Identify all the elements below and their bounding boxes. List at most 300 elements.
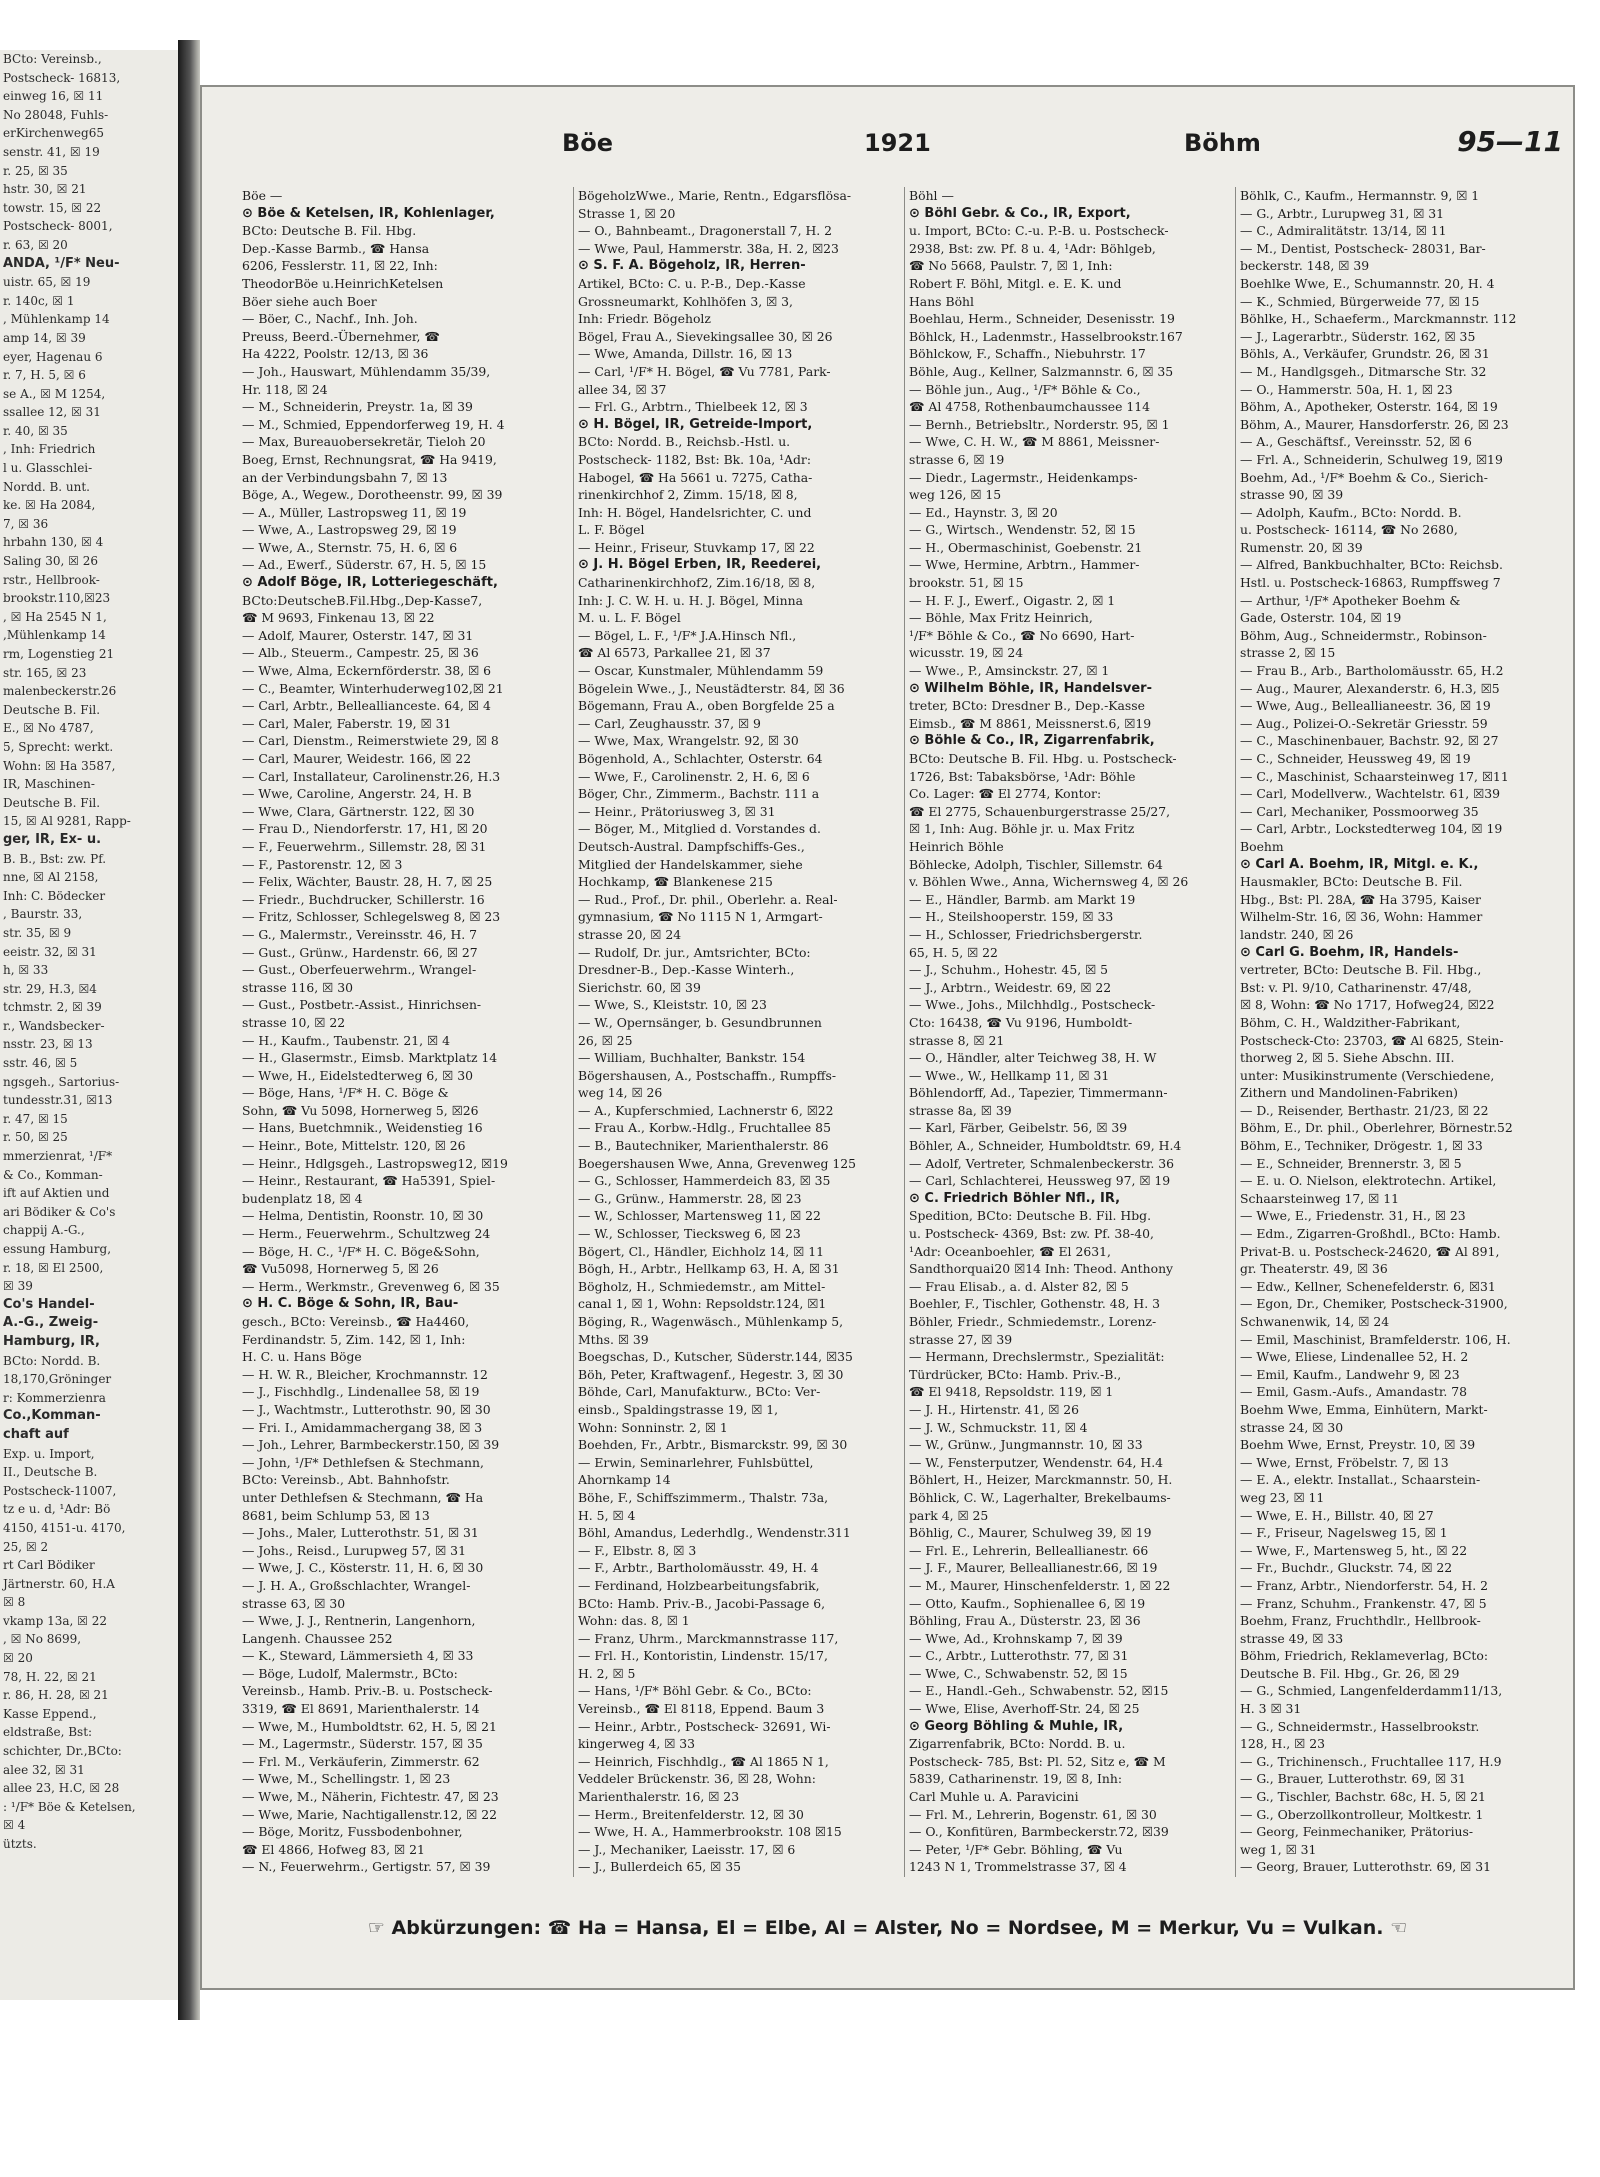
directory-entry: — John, ¹/F* Dethlefsen & Stechmann, bbox=[242, 1454, 484, 1470]
directory-entry: Böhm, Friedrich, Reklameverlag, BCto: bbox=[1240, 1648, 1489, 1664]
directory-entry: ☎ M 9693, Finkenau 13, ☒ 22 bbox=[242, 610, 435, 626]
directory-entry: — A., Kupferschmied, Lachnerstr 6, ☒22 bbox=[578, 1102, 834, 1118]
directory-entry: — Hermann, Drechslermstr., Spezialität: bbox=[909, 1349, 1165, 1365]
directory-entry: — Egon, Dr., Chemiker, Postscheck-31900, bbox=[1240, 1296, 1508, 1312]
directory-entry: strasse 90, ☒ 39 bbox=[1240, 487, 1344, 503]
directory-entry: — Wwe, Clara, Gärtnerstr. 122, ☒ 30 bbox=[242, 803, 475, 819]
directory-entry: ☎ No 5668, Paulstr. 7, ☒ 1, Inh: bbox=[909, 258, 1113, 274]
previous-page-line: ☒ 8 bbox=[3, 1595, 26, 1610]
directory-entry: — Georg, Feinmechaniker, Prätorius- bbox=[1240, 1824, 1474, 1840]
directory-entry: Hbg., Bst: Pl. 28A, ☎ Ha 3795, Kaiser bbox=[1240, 891, 1481, 907]
previous-page-line: uistr. 65, ☒ 19 bbox=[3, 275, 91, 290]
directory-entry: — Friedr., Buchdrucker, Schillerstr. 16 bbox=[242, 891, 485, 907]
directory-entry: Boehler, F., Tischler, Gothenstr. 48, H. 3 bbox=[909, 1296, 1160, 1312]
directory-entry: — Joh., Lehrer, Barmbeckerstr.150, ☒ 39 bbox=[242, 1437, 500, 1453]
previous-page-line: rstr., Hellbrook- bbox=[3, 572, 100, 587]
directory-entry: kingerweg 4, ☒ 33 bbox=[578, 1736, 696, 1752]
directory-entry: — G., Oberzollkontrolleur, Moltkestr. 1 bbox=[1240, 1806, 1484, 1822]
directory-entry: Boehden, Fr., Arbtr., Bismarckstr. 99, ☒ 30 bbox=[578, 1437, 848, 1453]
directory-entry: Böhls, A., Verkäufer, Grundstr. 26, ☒ 31 bbox=[1240, 346, 1490, 362]
directory-entry: Hochkamp, ☎ Blankenese 215 bbox=[578, 874, 773, 890]
directory-entry: Privat-B. u. Postscheck-24620, ☎ Al 891, bbox=[1240, 1243, 1500, 1259]
previous-page-line: ngsgeh., Sartorius- bbox=[3, 1074, 120, 1089]
directory-entry: Zigarrenfabrik, BCto: Nordd. B. u. bbox=[909, 1736, 1126, 1752]
directory-entry: — Frl. H., Kontoristin, Lindenstr. 15/17, bbox=[578, 1648, 828, 1664]
directory-entry: Hans Böhl bbox=[909, 293, 974, 309]
previous-page-line: r. 63, ☒ 20 bbox=[3, 237, 68, 252]
column-3 bbox=[904, 187, 1231, 1877]
directory-entry: — E., Händler, Barmb. am Markt 19 bbox=[909, 891, 1136, 907]
directory-entry: Böhm, A., Apotheker, Osterstr. 164, ☒ 19 bbox=[1240, 399, 1498, 415]
directory-entry: strasse 24, ☒ 30 bbox=[1240, 1419, 1344, 1435]
directory-entry: — G., Schlosser, Hammerdeich 83, ☒ 35 bbox=[578, 1173, 831, 1189]
directory-entry bbox=[578, 1876, 900, 1877]
directory-entry: TheodorBöe u.HeinrichKetelsen bbox=[242, 275, 444, 291]
directory-entry: ☎ Al 4758, Rothenbaumchaussee 114 bbox=[909, 399, 1151, 415]
directory-entry: Böger, Chr., Zimmerm., Bachstr. 111 a bbox=[578, 786, 820, 802]
book-gutter bbox=[178, 40, 200, 2020]
directory-entry: — Emil, Maschinist, Bramfelderstr. 106, H. bbox=[1240, 1331, 1511, 1347]
directory-entry: Bögelein Wwe., J., Neustädterstr. 84, ☒ 36 bbox=[578, 680, 845, 696]
directory-entry: landstr. 240, ☒ 26 bbox=[1240, 926, 1354, 942]
directory-entry: ☎ El 9418, Repsoldstr. 119, ☒ 1 bbox=[909, 1384, 1114, 1400]
directory-entry: H. C. u. Hans Böge bbox=[242, 1349, 362, 1365]
directory-entry: weg 14, ☒ 26 bbox=[578, 1085, 663, 1101]
previous-page-line: r. 7, H. 5, ☒ 6 bbox=[3, 368, 86, 383]
directory-entry: BCto:DeutscheB.Fil.Hbg.,Dep-Kasse7, bbox=[242, 592, 483, 608]
directory-entry: brookstr. 51, ☒ 15 bbox=[909, 575, 1024, 591]
directory-entry: — Wwe, M., Schellingstr. 1, ☒ 23 bbox=[242, 1771, 451, 1787]
directory-entry: — F., Feuerwehrm., Sillemstr. 28, ☒ 31 bbox=[242, 838, 487, 854]
previous-page-line: B. B., Bst: zw. Pf. bbox=[3, 851, 107, 866]
directory-entry: u. Postscheck- 4369, Bst: zw. Pf. 38-40, bbox=[909, 1226, 1154, 1242]
directory-entry: — Carl, Zeughausstr. 37, ☒ 9 bbox=[578, 715, 761, 731]
abbreviations-footer: ☞ Abkürzungen: ☎ Ha = Hansa, El = Elbe, Al = Alster, No = Nordsee, M = Merkur, Vu = Vulkan. ☜ bbox=[367, 1917, 1408, 1939]
previous-page-line: : ¹/F* Böe & Ketelsen, bbox=[3, 1799, 136, 1814]
directory-entry: — M., Dentist, Postscheck- 28031, Bar- bbox=[1240, 240, 1486, 256]
previous-page-line: Wohn: ☒ Ha 3587, bbox=[3, 758, 116, 773]
directory-entry: strasse 10, ☒ 22 bbox=[242, 1014, 346, 1030]
previous-page-line: erKirchenweg65 bbox=[3, 126, 104, 141]
previous-page-line: towstr. 15, ☒ 22 bbox=[3, 200, 102, 215]
directory-entry: — Edm., Zigarren-Großhdl., BCto: Hamb. bbox=[1240, 1226, 1501, 1242]
page-number: 95—11 bbox=[1457, 125, 1563, 158]
directory-entry: Deutsch-Austral. Dampfschiffs-Ges., bbox=[578, 838, 805, 854]
directory-entry: — Wwe., W., Hellkamp 11, ☒ 31 bbox=[909, 1067, 1110, 1083]
directory-entry: ⊙ C. Friedrich Böhler Nfl., IR, bbox=[909, 1190, 1121, 1206]
directory-entry: Böhm, E., Techniker, Drögestr. 1, ☒ 33 bbox=[1240, 1138, 1483, 1154]
directory-entry: Postscheck- 1182, Bst: Bk. 10a, ¹Adr: bbox=[578, 451, 812, 467]
directory-entry: — O., Händler, alter Teichweg 38, H. W bbox=[909, 1050, 1157, 1066]
header-year: 1921 bbox=[864, 129, 931, 157]
previous-page-line: 18,170,Gröninger bbox=[3, 1372, 112, 1387]
directory-entry: gesch., BCto: Vereinsb., ☎ Ha4460, bbox=[242, 1314, 470, 1329]
directory-entry: Böhlert, H., Heizer, Marckmannstr. 50, H. bbox=[909, 1472, 1173, 1488]
directory-entry: — Carl, Installateur, Carolinenstr.26, H.3 bbox=[242, 768, 501, 784]
directory-entry: — G., Arbtr., Lurupweg 31, ☒ 31 bbox=[1240, 205, 1445, 221]
directory-entry: — Carl, Dienstm., Reimerstwiete 29, ☒ 8 bbox=[242, 733, 499, 749]
previous-page-line: ssallee 12, ☒ 31 bbox=[3, 405, 101, 420]
previous-page-line: Postscheck- 8001, bbox=[3, 219, 113, 234]
directory-entry: — J., Fischhdlg., Lindenallee 58, ☒ 19 bbox=[242, 1384, 480, 1400]
directory-entry: Böhlke, H., Schaeferm., Marckmannstr. 112 bbox=[1240, 311, 1517, 327]
directory-entry: Bögert, Cl., Händler, Eichholz 14, ☒ 11 bbox=[578, 1243, 824, 1259]
previous-page-line: r. 86, H. 28, ☒ 21 bbox=[3, 1688, 109, 1703]
directory-entry: Böhlckow, F., Schaffn., Niebuhrstr. 17 bbox=[909, 346, 1146, 362]
previous-page-line: ger, IR, Ex- u. bbox=[3, 831, 102, 847]
directory-entry: treter, BCto: Dresdner B., Dep.-Kasse bbox=[909, 698, 1145, 714]
previous-page-line: str. 29, H.3, ☒4 bbox=[3, 981, 97, 996]
directory-entry: ☒ 8, Wohn: ☎ No 1717, Hofweg24, ☒22 bbox=[1240, 997, 1495, 1013]
previous-page-line: ☒ 39 bbox=[3, 1279, 33, 1294]
directory-entry: einsb., Spaldingstrasse 19, ☒ 1, bbox=[578, 1401, 779, 1417]
directory-entry: Sierichstr. 60, ☒ 39 bbox=[578, 979, 701, 995]
directory-entry: ¹/F* Böhle & Co., ☎ No 6690, Hart- bbox=[909, 627, 1135, 643]
directory-entry: vertreter, BCto: Deutsche B. Fil. Hbg., bbox=[1240, 962, 1482, 978]
directory-entry: — Böge, Hans, ¹/F* H. C. Böge & bbox=[242, 1085, 449, 1101]
previous-page-line: nsstr. 23, ☒ 13 bbox=[3, 1037, 93, 1052]
directory-entry: Habogel, ☎ Ha 5661 u. 7275, Catha- bbox=[578, 469, 813, 485]
directory-entry: — Wwe, Ad., Krohnskamp 7, ☒ 39 bbox=[909, 1630, 1123, 1646]
directory-entry: Bögh, H., Arbtr., Hellkamp 63, H. A, ☒ 31 bbox=[578, 1261, 840, 1277]
directory-entry bbox=[1240, 1876, 1562, 1877]
directory-entry: — Aug., Maurer, Alexanderstr. 6, H.3, ☒5 bbox=[1240, 680, 1500, 696]
directory-entry bbox=[909, 1876, 1231, 1877]
header-left-keyword: Böe bbox=[562, 129, 614, 157]
directory-entry: — Wwe, Alma, Eckernförderstr. 38, ☒ 6 bbox=[242, 663, 492, 679]
directory-entry: BögeholzWwe., Marie, Rentn., Edgarsflösa- bbox=[578, 188, 852, 203]
directory-entry: Böhlecke, Adolph, Tischler, Sillemstr. 64 bbox=[909, 856, 1163, 872]
directory-entry: Boehlke Wwe, E., Schumannstr. 20, H. 4 bbox=[1240, 275, 1495, 291]
directory-entry: Böh, Peter, Kraftwagenf., Hegestr. 3, ☒ 30 bbox=[578, 1366, 844, 1382]
directory-entry: ⊙ Böe & Ketelsen, IR, Kohlenlager, bbox=[242, 205, 495, 221]
directory-entry: Dep.-Kasse Barmb., ☎ Hansa bbox=[242, 240, 430, 256]
directory-entry: — E., Schneider, Brennerstr. 3, ☒ 5 bbox=[1240, 1155, 1462, 1171]
previous-page-line: hstr. 30, ☒ 21 bbox=[3, 182, 87, 197]
directory-entry: Böhm, A., Maurer, Hansdorferstr. 26, ☒ 23 bbox=[1240, 416, 1509, 432]
directory-entry: Bögholz, H., Schmiedemstr., am Mittel- bbox=[578, 1278, 826, 1294]
directory-entry: BCto: Hamb. Priv.-B., Jacobi-Passage 6, bbox=[578, 1595, 826, 1611]
page-header bbox=[202, 125, 1573, 169]
directory-entry: — Otto, Kaufm., Sophienallee 6, ☒ 19 bbox=[909, 1595, 1146, 1611]
previous-page-line: Postscheck-11007, bbox=[3, 1483, 117, 1498]
directory-entry: Inh: J. C. W. H. u. H. J. Bögel, Minna bbox=[578, 592, 803, 608]
previous-page-line: Co.,Komman- bbox=[3, 1408, 101, 1424]
directory-entry: Grossneumarkt, Kohlhöfen 3, ☒ 3, bbox=[578, 293, 793, 309]
directory-entry: Mitglied der Handelskammer, siehe bbox=[578, 856, 803, 872]
previous-page-line: r. 50, ☒ 25 bbox=[3, 1130, 68, 1145]
directory-entry: — Gust., Postbetr.-Assist., Hinrichsen- bbox=[242, 997, 482, 1013]
directory-entry: — Heinr., Bote, Mittelstr. 120, ☒ 26 bbox=[242, 1138, 466, 1154]
previous-page-line: alee 32, ☒ 31 bbox=[3, 1762, 85, 1777]
directory-entry: — Adolf, Maurer, Osterstr. 147, ☒ 31 bbox=[242, 627, 474, 643]
directory-entry: ⊙ J. H. Bögel Erben, IR, Reederei, bbox=[578, 557, 822, 573]
directory-entry: — J., Arbtrn., Weidestr. 69, ☒ 22 bbox=[909, 979, 1112, 995]
directory-entry: — J., Mechaniker, Laeisstr. 17, ☒ 6 bbox=[578, 1841, 796, 1857]
directory-entry bbox=[242, 1876, 564, 1877]
directory-entry: — Carl, Maler, Faberstr. 19, ☒ 31 bbox=[242, 715, 452, 731]
directory-entry: — G., Trichinensch., Fruchtallee 117, H.9 bbox=[1240, 1753, 1502, 1769]
directory-entry: — A., Geschäftsf., Vereinsstr. 52, ☒ 6 bbox=[1240, 434, 1472, 450]
directory-entry: — Böge, Ludolf, Malermstr., BCto: bbox=[242, 1665, 458, 1681]
directory-entry: Bst: v. Pl. 9/10, Catharinenstr. 47/48, bbox=[1240, 979, 1472, 995]
directory-entry: ⊙ Böhle & Co., IR, Zigarrenfabrik, bbox=[909, 733, 1155, 749]
directory-entry: — Hans, Buetchmnik., Weidenstieg 16 bbox=[242, 1120, 483, 1136]
directory-entry: — Wwe, C. H. W., ☎ M 8861, Meissner- bbox=[909, 434, 1160, 450]
directory-entry: — Wwe, Elise, Averhoff-Str. 24, ☒ 25 bbox=[909, 1701, 1140, 1717]
column-4 bbox=[1235, 187, 1562, 1877]
directory-entry: — Wwe, H., Eidelstedterweg 6, ☒ 30 bbox=[242, 1067, 473, 1083]
directory-entry: Böhl, Amandus, Lederhdlg., Wendenstr.311 bbox=[578, 1525, 851, 1541]
previous-page-line: II., Deutsche B. bbox=[3, 1465, 98, 1480]
directory-entry: Wilhelm-Str. 16, ☒ 36, Wohn: Hammer bbox=[1240, 909, 1483, 925]
directory-entry: gr. Theaterstr. 49, ☒ 36 bbox=[1240, 1261, 1388, 1277]
directory-entry: — Wwe, Hermine, Arbtrn., Hammer- bbox=[909, 557, 1140, 573]
directory-entry: Boeg, Ernst, Rechnungsrat, ☎ Ha 9419, bbox=[242, 451, 497, 467]
directory-entry: BCto: Deutsche B. Fil. Hbg. bbox=[242, 223, 417, 239]
previous-page-line: ☒ 20 bbox=[3, 1651, 33, 1666]
directory-entry: 8681, beim Schlump 53, ☒ 13 bbox=[242, 1507, 430, 1523]
directory-entry: Boehm Wwe, Ernst, Preystr. 10, ☒ 39 bbox=[1240, 1437, 1476, 1453]
directory-entry: — M., Schmied, Eppendorferweg 19, H. 4 bbox=[242, 416, 505, 432]
previous-page-line: amp 14, ☒ 39 bbox=[3, 330, 86, 345]
directory-entry: — Arthur, ¹/F* Apotheker Boehm & bbox=[1240, 592, 1461, 608]
directory-entry: Bögel, Frau A., Sievekingsallee 30, ☒ 26 bbox=[578, 328, 833, 344]
directory-entry: weg 126, ☒ 15 bbox=[909, 487, 1002, 503]
directory-entry: Hr. 118, ☒ 24 bbox=[242, 381, 328, 397]
directory-entry: — Wwe, A., Sternstr. 75, H. 6, ☒ 6 bbox=[242, 539, 458, 555]
directory-entry: u. Import, BCto: C.-u. P.-B. u. Postscheck- bbox=[909, 223, 1169, 239]
directory-entry: — Wwe, F., Martensweg 5, ht., ☒ 22 bbox=[1240, 1542, 1468, 1558]
directory-entry: Carl Muhle u. A. Paravicini bbox=[909, 1789, 1079, 1805]
directory-entry: 2938, Bst: zw. Pf. 8 u. 4, ¹Adr: Böhlgeb, bbox=[909, 240, 1156, 256]
previous-page-line: einweg 16, ☒ 11 bbox=[3, 89, 104, 104]
previous-page-line: Järtnerstr. 60, H.A bbox=[3, 1576, 115, 1591]
directory-entry: Marienthalerstr. 16, ☒ 23 bbox=[578, 1789, 740, 1805]
directory-entry: — Johs., Reisd., Lurupweg 57, ☒ 31 bbox=[242, 1542, 466, 1558]
directory-entry: — Ferdinand, Holzbearbeitungsfabrik, bbox=[578, 1577, 820, 1593]
directory-entry: Robert F. Böhl, Mitgl. e. E. K. und bbox=[909, 275, 1122, 291]
directory-entry: Hstl. u. Postscheck-16863, Rumpffsweg 7 bbox=[1240, 575, 1501, 591]
directory-entry: — Wwe, E., Friedenstr. 31, H., ☒ 23 bbox=[1240, 1208, 1466, 1224]
previous-page-line: 7, ☒ 36 bbox=[3, 516, 49, 531]
directory-entry: u. Postscheck- 16114, ☎ No 2680, bbox=[1240, 522, 1458, 538]
directory-entry: — W., Schlosser, Martensweg 11, ☒ 22 bbox=[578, 1208, 821, 1224]
previous-page-line: Saling 30, ☒ 26 bbox=[3, 554, 99, 569]
previous-page-line: essung Hamburg, bbox=[3, 1242, 112, 1256]
directory-entry: — Wwe, Paul, Hammerstr. 38a, H. 2, ☒23 bbox=[578, 240, 839, 256]
previous-page-line: Hamburg, IR, bbox=[3, 1333, 100, 1349]
directory-entry: — Böger, M., Mitglied d. Vorstandes d. bbox=[578, 821, 821, 837]
directory-entry: — C., Maschinist, Schaarsteinweg 17, ☒11 bbox=[1240, 768, 1509, 784]
directory-entry: — M., Maurer, Hinschenfelderstr. 1, ☒ 22 bbox=[909, 1577, 1171, 1593]
directory-entry: — Gust., Oberfeuerwehrm., Wrangel- bbox=[242, 962, 477, 978]
previous-page-line: Nordd. B. unt. bbox=[3, 479, 90, 494]
directory-entry: — J., Schuhm., Hohestr. 45, ☒ 5 bbox=[909, 962, 1109, 978]
previous-page-line: & Co., Komman- bbox=[3, 1167, 103, 1182]
directory-entry: Boehm, Franz, Fruchthdlr., Hellbrook- bbox=[1240, 1613, 1481, 1629]
directory-entry: — C., Arbtr., Lutterothstr. 77, ☒ 31 bbox=[909, 1648, 1129, 1664]
previous-page-line: 15, ☒ Al 9281, Rapp- bbox=[3, 814, 131, 829]
directory-entry: Sohn, ☎ Vu 5098, Hornerweg 5, ☒26 bbox=[242, 1102, 479, 1118]
directory-entry: — C., Admiralitätstr. 13/14, ☒ 11 bbox=[1240, 223, 1447, 239]
directory-entry: strasse 2, ☒ 15 bbox=[1240, 645, 1336, 661]
previous-page-line: r., Wandsbecker- bbox=[3, 1018, 105, 1033]
directory-entry: — J. H., Hirtenstr. 41, ☒ 26 bbox=[909, 1401, 1080, 1417]
directory-entry: beckerstr. 148, ☒ 39 bbox=[1240, 258, 1370, 274]
directory-entry: Böge, A., Wegew., Dorotheenstr. 99, ☒ 39 bbox=[242, 487, 503, 503]
directory-entry: park 4, ☒ 25 bbox=[909, 1507, 989, 1523]
directory-entry: — E. A., elektr. Installat., Schaarstein- bbox=[1240, 1472, 1481, 1488]
previous-page-line: tchmstr. 2, ☒ 39 bbox=[3, 1000, 102, 1015]
directory-entry: 3319, ☎ El 8691, Marienthalerstr. 14 bbox=[242, 1701, 480, 1717]
directory-entry: — Frl. M., Verkäuferin, Zimmerstr. 62 bbox=[242, 1753, 480, 1769]
directory-entry: — M., Handlgsgeh., Ditmarsche Str. 32 bbox=[1240, 363, 1487, 379]
directory-entry: — Frau B., Arb., Bartholomäusstr. 65, H.2 bbox=[1240, 663, 1504, 679]
directory-entry: Boehm bbox=[1240, 838, 1284, 854]
directory-entry: — Frl. G., Arbtrn., Thielbeek 12, ☒ 3 bbox=[578, 399, 808, 415]
directory-entry: Böhler, A., Schneider, Humboldtstr. 69, H.4 bbox=[909, 1138, 1182, 1154]
directory-entry: Boegschas, D., Kutscher, Süderstr.144, ☒35 bbox=[578, 1349, 853, 1365]
previous-page-line: tz e u. d, ¹Adr: Bö bbox=[3, 1502, 111, 1517]
directory-entry: Eimsb., ☎ M 8861, Meissnerst.6, ☒19 bbox=[909, 715, 1152, 731]
directory-entry: — Böer, C., Nachf., Inh. Joh. bbox=[242, 311, 418, 327]
previous-page-line: , ☒ No 8699, bbox=[3, 1632, 82, 1647]
directory-entry: — Fritz, Schlosser, Schlegelsweg 8, ☒ 23 bbox=[242, 909, 501, 925]
directory-entry: Preuss, Beerd.-Übernehmer, ☎ bbox=[242, 328, 440, 344]
previous-page-line: 5, Sprecht: werkt. bbox=[3, 739, 114, 754]
previous-page-line: brookstr.110,☒23 bbox=[3, 591, 111, 606]
previous-page-line: r. 18, ☒ El 2500, bbox=[3, 1260, 104, 1275]
directory-entry: Böhm, Aug., Schneidermstr., Robinson- bbox=[1240, 627, 1487, 643]
directory-entry: H. 2, ☒ 5 bbox=[578, 1665, 636, 1681]
previous-page-line: h, ☒ 33 bbox=[3, 963, 49, 978]
directory-entry: Ha 4222, Poolstr. 12/13, ☒ 36 bbox=[242, 346, 429, 362]
directory-entry: weg 1, ☒ 31 bbox=[1240, 1841, 1317, 1857]
directory-entry: — Rudolf, Dr. jur., Amtsrichter, BCto: bbox=[578, 944, 811, 960]
directory-entry: canal 1, ☒ 1, Wohn: Repsoldstr.124, ☒1 bbox=[578, 1296, 827, 1312]
directory-entry: — Frl. A., Schneiderin, Schulweg 19, ☒19 bbox=[1240, 451, 1503, 467]
directory-entry: 26, ☒ 25 bbox=[578, 1032, 633, 1048]
directory-entry: — G., Schneidermstr., Hasselbrookstr. bbox=[1240, 1718, 1480, 1734]
directory-entry: — Helma, Dentistin, Roonstr. 10, ☒ 30 bbox=[242, 1208, 484, 1224]
directory-entry: an der Verbindungsbahn 7, ☒ 13 bbox=[242, 469, 448, 485]
directory-entry: Vereinsb., ☎ El 8118, Eppend. Baum 3 bbox=[578, 1701, 825, 1717]
directory-entry: — Rud., Prof., Dr. phil., Oberlehr. a. Real- bbox=[578, 891, 838, 907]
directory-entry: — Edw., Kellner, Schenefelderstr. 6, ☒31 bbox=[1240, 1278, 1496, 1294]
directory-entry: Boehm Wwe, Emma, Einhütern, Markt- bbox=[1240, 1401, 1488, 1417]
directory-entry: Heinrich Böhle bbox=[909, 838, 1004, 854]
directory-entry: — F., Elbstr. 8, ☒ 3 bbox=[578, 1542, 697, 1558]
directory-entry: — Wwe, Caroline, Angerstr. 24, H. B bbox=[242, 786, 472, 802]
directory-entry: unter Dethlefsen & Stechmann, ☎ Ha bbox=[242, 1489, 484, 1505]
directory-entry: — H., Kaufm., Taubenstr. 21, ☒ 4 bbox=[242, 1032, 450, 1048]
directory-entry: — C., Schneider, Heussweg 49, ☒ 19 bbox=[1240, 751, 1471, 766]
directory-entry: allee 34, ☒ 37 bbox=[578, 381, 667, 397]
directory-entry: — Franz, Arbtr., Niendorferstr. 54, H. 2 bbox=[1240, 1577, 1489, 1593]
directory-entry: — Oscar, Kunstmaler, Mühlendamm 59 bbox=[578, 663, 824, 679]
directory-entry: — H., Schlosser, Friedrichsbergerstr. bbox=[909, 926, 1143, 942]
directory-entry: Gade, Osterstr. 104, ☒ 19 bbox=[1240, 610, 1402, 626]
directory-entry: — Ad., Ewerf., Süderstr. 67, H. 5, ☒ 15 bbox=[242, 557, 487, 573]
directory-entry: H. 3 ☒ 31 bbox=[1240, 1701, 1302, 1717]
previous-page-line: , Baurstr. 33, bbox=[3, 907, 83, 922]
directory-entry: — Wwe, Amanda, Dillstr. 16, ☒ 13 bbox=[578, 346, 793, 362]
directory-entry: ☎ Al 6573, Parkallee 21, ☒ 37 bbox=[578, 645, 771, 661]
directory-entry: — William, Buchhalter, Bankstr. 154 bbox=[578, 1050, 806, 1066]
directory-entry: strasse 8a, ☒ 39 bbox=[909, 1102, 1012, 1118]
directory-entry: strasse 6, ☒ 19 bbox=[909, 451, 1005, 467]
directory-entry: — Alb., Steuerm., Campestr. 25, ☒ 36 bbox=[242, 645, 479, 661]
directory-entry: Artikel, BCto: C. u. P.-B., Dep.-Kasse bbox=[578, 275, 806, 291]
directory-entry: thorweg 2, ☒ 5. Siehe Abschn. III. bbox=[1240, 1050, 1455, 1066]
directory-entry: — Wwe, H. A., Hammerbrookstr. 108 ☒15 bbox=[578, 1824, 842, 1840]
directory-entry: ⊙ H. C. Böge & Sohn, IR, Bau- bbox=[242, 1296, 459, 1312]
previous-page-line: vkamp 13a, ☒ 22 bbox=[3, 1613, 107, 1628]
directory-entry: — Wwe, E. H., Billstr. 40, ☒ 27 bbox=[1240, 1507, 1434, 1523]
directory-entry: — F., Arbtr., Bartholomäusstr. 49, H. 4 bbox=[578, 1560, 819, 1576]
directory-entry: — W., Grünw., Jungmannstr. 10, ☒ 33 bbox=[909, 1437, 1143, 1453]
directory-entry: v. Böhlen Wwe., Anna, Wichernsweg 4, ☒ 26 bbox=[909, 874, 1189, 890]
previous-page-line: ift auf Aktien und bbox=[3, 1186, 110, 1201]
previous-page-line: BCto: Nordd. B. bbox=[3, 1353, 101, 1368]
directory-entry: — E. u. O. Nielson, elektrotechn. Artikel, bbox=[1240, 1173, 1497, 1189]
directory-entry: — Wwe, S., Kleiststr. 10, ☒ 23 bbox=[578, 997, 767, 1013]
directory-entry: Langenh. Chaussee 252 bbox=[242, 1630, 393, 1646]
directory-entry: — Gust., Grünw., Hardenstr. 66, ☒ 27 bbox=[242, 944, 478, 960]
directory-entry: — Carl, Arbtr., Lockstedterweg 104, ☒ 19 bbox=[1240, 821, 1503, 837]
directory-entry: — Wwe, J. J., Rentnerin, Langenhorn, bbox=[242, 1613, 476, 1629]
directory-entry: Dresdner-B., Dep.-Kasse Winterh., bbox=[578, 962, 795, 978]
directory-entry: — Wwe, Aug., Belleallianeestr. 36, ☒ 19 bbox=[1240, 698, 1491, 714]
directory-entry: Wohn: das. 8, ☒ 1 bbox=[578, 1613, 690, 1629]
previous-page-line: tundesstr.31, ☒13 bbox=[3, 1093, 113, 1108]
directory-entry: Böhlick, C. W., Lagerhalter, Brekelbaums- bbox=[909, 1489, 1171, 1505]
directory-entry: — Frau Elisab., a. d. Alster 82, ☒ 5 bbox=[909, 1278, 1129, 1294]
directory-entry: BCto: Nordd. B., Reichsb.-Hstl. u. bbox=[578, 434, 791, 450]
directory-entry: ⊙ S. F. A. Bögeholz, IR, Herren- bbox=[578, 258, 806, 274]
directory-entry: — Wwe., Johs., Milchhdlg., Postscheck- bbox=[909, 997, 1156, 1013]
previous-page-line: IR, Maschinen- bbox=[3, 777, 95, 792]
directory-entry: ¹Adr: Oceanboehler, ☎ El 2631, bbox=[909, 1243, 1111, 1259]
directory-entry: Böhe, F., Schiffszimmerm., Thalstr. 73a, bbox=[578, 1489, 829, 1505]
previous-page-line: nne, ☒ Al 2158, bbox=[3, 870, 99, 885]
directory-entry: Postscheck- 785, Bst: Pl. 52, Sitz e, ☎ M bbox=[909, 1753, 1166, 1769]
directory-entry: — Wwe, A., Lastropsweg 29, ☒ 19 bbox=[242, 522, 457, 538]
previous-page-line: l u. Glasschlei- bbox=[3, 461, 93, 476]
directory-entry: — Emil, Kaufm., Landwehr 9, ☒ 23 bbox=[1240, 1366, 1460, 1382]
directory-entry: Böhm, E., Dr. phil., Oberlehrer, Börnestr.52 bbox=[1240, 1120, 1513, 1136]
directory-entry: — Heinr., Friseur, Stuvkamp 17, ☒ 22 bbox=[578, 539, 815, 555]
previous-page-line: 25, ☒ 2 bbox=[3, 1539, 49, 1554]
previous-page-line: ANDA, ¹/F* Neu- bbox=[3, 255, 120, 271]
directory-entry: — N., Feuerwehrm., Gertigstr. 57, ☒ 39 bbox=[242, 1859, 491, 1875]
directory-entry: — Wwe, M., Näherin, Fichtestr. 47, ☒ 23 bbox=[242, 1789, 499, 1805]
previous-page-line: Co's Handel- bbox=[3, 1296, 95, 1312]
directory-entry: ⊙ Carl A. Boehm, IR, Mitgl. e. K., bbox=[1240, 856, 1479, 872]
directory-entry: H. 5, ☒ 4 bbox=[578, 1507, 636, 1523]
directory-entry: — Herm., Feuerwehrm., Schultzweg 24 bbox=[242, 1226, 491, 1242]
previous-page-line: Kasse Eppend., bbox=[3, 1706, 97, 1721]
directory-entry: — Heinr., Restaurant, ☎ Ha5391, Spiel- bbox=[242, 1173, 496, 1189]
directory-entry: — Wwe, Max, Wrangelstr. 92, ☒ 30 bbox=[578, 733, 799, 749]
directory-entry: — M., Schneiderin, Preystr. 1a, ☒ 39 bbox=[242, 399, 473, 415]
directory-entry: BCto: Deutsche B. Fil. Hbg. u. Postscheck- bbox=[909, 751, 1177, 766]
previous-page-line: str. 35, ☒ 9 bbox=[3, 925, 72, 940]
directory-entry: Co. Lager: ☎ El 2774, Kontor: bbox=[909, 786, 1102, 802]
previous-page-line: sstr. 46, ☒ 5 bbox=[3, 1056, 78, 1071]
directory-entry: — Böge, Moritz, Fussbodenbohner, bbox=[242, 1824, 463, 1840]
